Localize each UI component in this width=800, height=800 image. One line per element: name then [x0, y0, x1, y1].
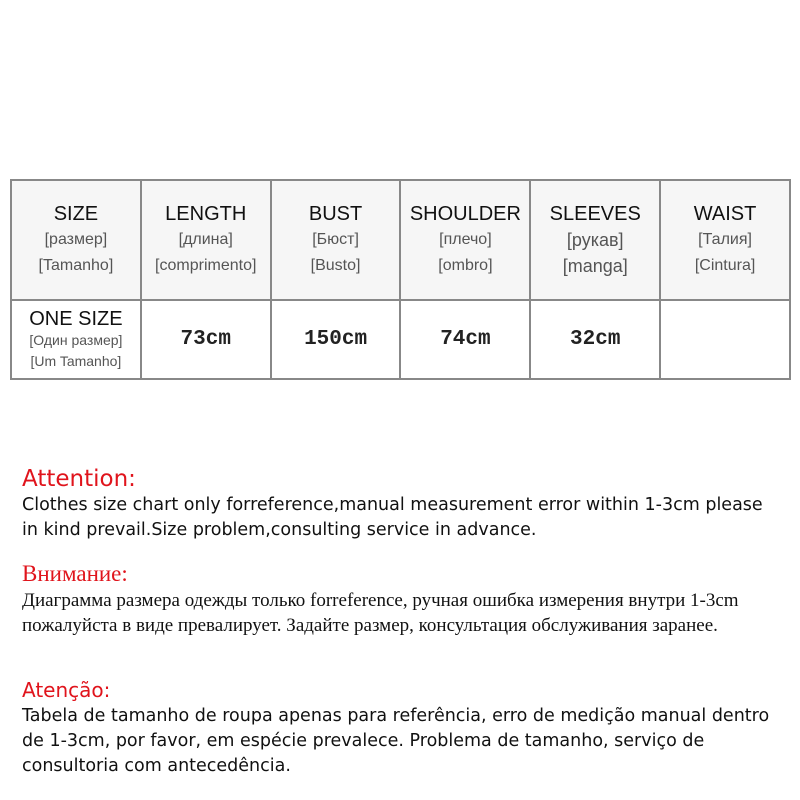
header-row [11, 180, 790, 300]
header-label: SLEEVES [549, 203, 641, 225]
note-body: Диаграмма размера одежды только forreference, ручная ошибка измерения внутри 1-3cm пожалуйста в виде превалирует. Задайте размер, консультация обслуживания заранее. [22, 590, 739, 636]
cell-value: 73cm [180, 328, 231, 351]
note-title: Atenção: [22, 678, 111, 702]
shoulder-value [400, 300, 530, 379]
header-ru: [длина] [178, 231, 233, 248]
cell-value: 74cm [440, 328, 491, 351]
header-sleeves [530, 180, 660, 300]
header-label: SIZE [53, 203, 99, 225]
table-row [11, 300, 790, 379]
size-chart-table [10, 179, 791, 380]
note-english [22, 465, 782, 543]
length-value [141, 300, 271, 379]
header-pt: [manga] [562, 256, 628, 276]
cell-value: 150cm [304, 328, 368, 351]
header-label: SHOULDER [409, 203, 521, 225]
header-label: WAIST [693, 203, 757, 225]
header-bust [271, 180, 401, 300]
header-pt: [Cintura] [694, 257, 756, 274]
header-pt: [Tamanho] [38, 257, 114, 274]
note-title: Attention: [22, 466, 136, 492]
header-ru: [Талия] [698, 231, 752, 248]
note-title: Внимание: [22, 561, 128, 586]
note-body: Tabela de tamanho de roupa apenas para referência, erro de medição manual dentro de 1-3cm, por favor, em espécie prevalece. Problema de tamanho, serviço de consultoria com antecedência. [22, 706, 770, 776]
header-label: LENGTH [165, 203, 247, 225]
header-ru: [рукав] [566, 230, 624, 250]
size-label: ONE SIZE [29, 307, 123, 330]
cell-value: 32cm [570, 328, 621, 351]
header-shoulder [400, 180, 530, 300]
bust-value [271, 300, 401, 379]
header-pt: [comprimento] [155, 257, 257, 274]
header-label: BUST [308, 203, 363, 225]
note-portuguese [22, 676, 782, 779]
header-waist [660, 180, 790, 300]
size-label-ru: [Один размер] [29, 331, 123, 348]
header-size [11, 180, 141, 300]
note-russian [22, 560, 782, 638]
header-pt: [Busto] [310, 257, 361, 274]
header-pt: [ombro] [438, 257, 493, 274]
size-cell [11, 300, 141, 379]
size-label-pt: [Um Tamanho] [30, 352, 122, 369]
header-ru: [Бюст] [312, 231, 359, 248]
sleeves-value [530, 300, 660, 379]
header-ru: [плечо] [439, 231, 492, 248]
waist-value [660, 300, 790, 379]
header-ru: [размер] [44, 231, 108, 248]
header-length [141, 180, 271, 300]
note-body: Clothes size chart only forreference,manual measurement error within 1-3cm please in kind prevail.Size problem,consulting service in advance. [22, 495, 763, 540]
